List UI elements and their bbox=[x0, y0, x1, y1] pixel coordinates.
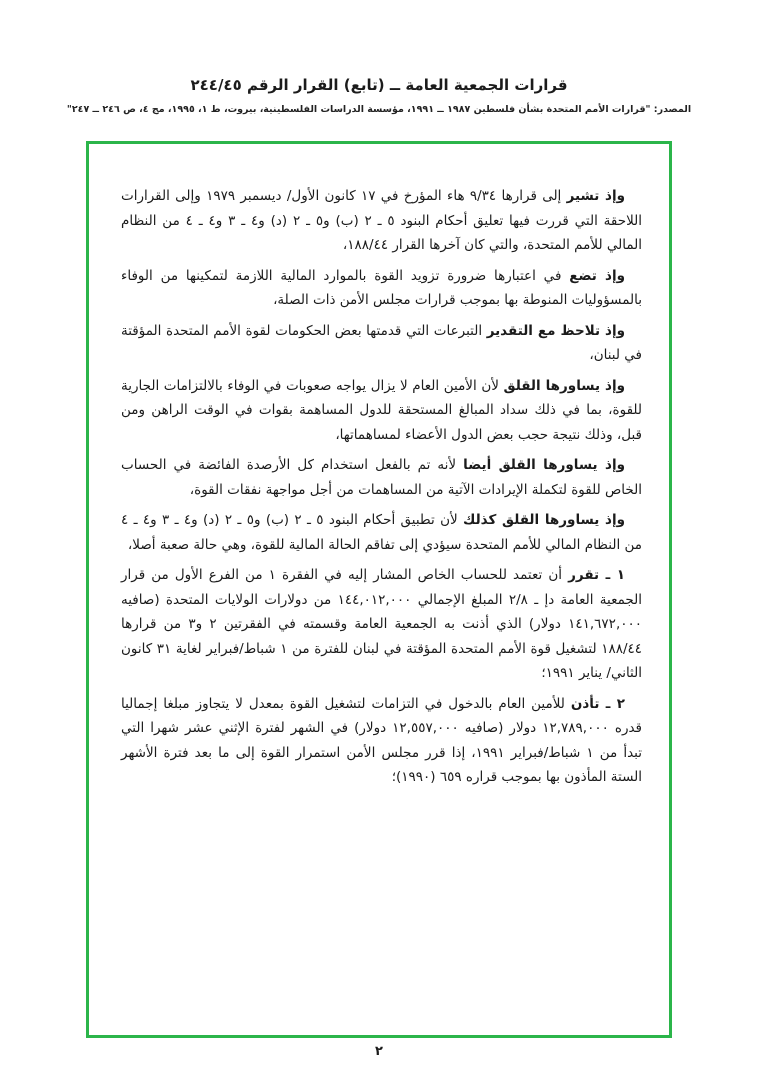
paragraph-body: إلى قرارها ٩/٣٤ هاء المؤرخ في ١٧ كانون الأول/ ديسمبر ١٩٧٩ وإلى القرارات اللاحقة التي قررت فيها تعليق أحكام البنود ٥ ـ ٢ (ب) و٥ ـ ٢ (د) و٤ ـ ٣ و٤ ـ ٤ من النظام المالي للأمم المتحدة، والتي كان آخرها القرار ١٨٨/٤٤، bbox=[121, 188, 643, 253]
paragraph-body: أن تعتمد للحساب الخاص المشار إليه في الفقرة ١ من الفرع الأول من قرار الجمعية العامة دإ ـ ٢/٨ المبلغ الإجمالي ١٤٤,٠١٢,٠٠٠ من دولارات الولايات المتحدة (صافيه ١٤١,٦٧٢,٠٠٠ دولار) الذي أذنت به الجمعية العامة وقسمته في الفقرتين ٢ و٣ من قرارها ١٨٨/٤٤ لتشغيل قوة الأمم المتحدة المؤقتة في لبنان للفترة من ١ شباط/فبراير لغاية ٣١ كانون الثاني/ يناير ١٩٩١؛ bbox=[121, 567, 643, 681]
resolution-text bbox=[89, 144, 669, 790]
preambular-paragraph bbox=[121, 508, 642, 557]
paragraph-body: التبرعات التي قدمتها بعض الحكومات لقوة الأمم المتحدة المؤقتة في لبنان، bbox=[121, 322, 642, 363]
paragraph-lead: وإذ تلاحظ مع التقدير bbox=[486, 322, 625, 339]
paragraph-lead: وإذ تشير bbox=[566, 188, 625, 204]
operative-paragraph-2 bbox=[121, 692, 642, 790]
preambular-paragraph bbox=[121, 184, 642, 258]
paragraph-lead: ١ ـ تقرر bbox=[568, 567, 625, 583]
document-header bbox=[0, 0, 758, 115]
paragraph-body: للأمين العام بالدخول في التزامات لتشغيل القوة بمعدل لا يتجاوز مبلغا إجماليا قدره ١٢,٧٨٩,٠٠٠ دولار (صافيه ١٢,٥٥٧,٠٠٠ دولار) في الشهر لفترة الإثني عشر شهرا التي تبدأ من ١ شباط/فبراير ١٩٩١، إذا قرر مجلس الأمن استمرار القوة إلى ما بعد فترة الأشهر الستة المأذون بها بموجب قراره ٦٥٩ (١٩٩٠)؛ bbox=[121, 695, 642, 785]
paragraph-body: في اعتبارها ضرورة تزويد القوة بالموارد المالية اللازمة لتمكينها من الوفاء بالمسؤوليات المنوطة بها بموجب قرارات مجلس الأمن ذات الصلة، bbox=[121, 267, 642, 308]
paragraph-lead: وإذ تضع bbox=[569, 267, 626, 284]
preambular-paragraph bbox=[121, 264, 642, 313]
bordered-text-panel bbox=[86, 141, 672, 1038]
preambular-paragraph bbox=[121, 319, 642, 368]
paragraph-body: لأن تطبيق أحكام البنود ٥ ـ ٢ (ب) و٥ ـ ٢ (د) و٤ ـ ٣ و٤ ـ ٤ من النظام المالي للأمم المتحدة سيؤدي إلى تفاقم الحالة المالية للقوة، وهي حالة صعبة أصلا، bbox=[121, 512, 642, 553]
preambular-paragraph bbox=[121, 453, 642, 502]
preambular-paragraph bbox=[121, 374, 642, 448]
paragraph-lead: وإذ يساورها القلق أيضا bbox=[463, 457, 626, 473]
source-line: المصدر: "قرارات الأمم المتحدة بشأن فلسطين ١٩٨٧ ــ ١٩٩١، مؤسسة الدراسات الفلسطينية، بيروت، ط ١، ١٩٩٥، مج ٤، ص ٢٤٦ ــ ٢٤٧" bbox=[66, 104, 692, 115]
paragraph-lead: ٢ ـ تأذن bbox=[570, 695, 625, 712]
page-number: ٢ bbox=[375, 1044, 383, 1059]
paragraph-body: لأن الأمين العام لا يزال يواجه صعوبات في الوفاء بالالتزامات الجارية للقوة، بما في ذلك سداد المبالغ المستحقة للدول المساهمة بقوات في الوقت الراهن ومن قبل، وذلك نتيجة حجب بعض الدول الأعضاء لمساهماتها، bbox=[121, 377, 642, 443]
paragraph-lead: وإذ يساورها القلق bbox=[503, 377, 625, 394]
paragraph-lead: وإذ يساورها القلق كذلك bbox=[463, 512, 625, 528]
paragraph-body: لأنه تم بالفعل استخدام كل الأرصدة الفائضة في الحساب الخاص للقوة لتكملة الإيرادات الآتية من المساهمات من أجل مواجهة نفقات القوة، bbox=[121, 457, 642, 498]
page-title: قرارات الجمعية العامة ــ (تابع) القرار الرقم ٢٤٤/٤٥ bbox=[190, 76, 568, 94]
operative-paragraph-1 bbox=[121, 563, 642, 686]
